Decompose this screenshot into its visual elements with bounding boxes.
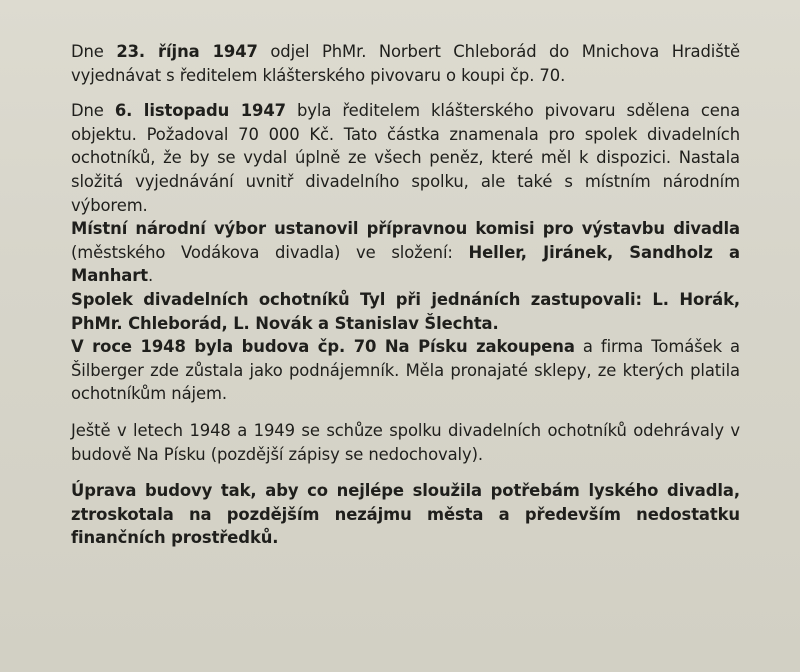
p2-date-bold: 6. listopadu 1947	[114, 101, 286, 121]
paragraph-2	[71, 99, 740, 217]
p1-text-2: odjel PhMr. Norbert Chleborád do Mnichova Hradiště vyjednávat s ředitelem klášterského pivovaru o koupi čp. 70.	[71, 42, 741, 85]
p3-bold-names: Heller, Jiránek, Sandholz a Manhart	[71, 242, 740, 286]
p5-text: a firma Tomášek a Šilberger zde zůstala jako podnájemník. Měla pronajaté sklepy, ze kterých platila ochotníkům nájem.	[71, 337, 740, 404]
paragraph-4	[71, 288, 740, 335]
p5-bold: V roce 1948 byla budova čp. 70 Na Písku zakoupena	[71, 337, 575, 357]
p3-bold-1: Místní národní výbor ustanovil přípravnou komisi pro výstavbu divadla	[71, 219, 740, 239]
p2-text-1: Dne	[71, 101, 115, 121]
p3-text-2: .	[148, 266, 154, 286]
p6-text: Ještě v letech 1948 a 1949 se schůze spolku divadelních ochotníků odehrávaly v budově Na Písku (pozdější zápisy se nedochovaly).	[71, 420, 740, 464]
p4-bold: Spolek divadelních ochotníků Tyl při jednáních zastupovali: L. Horák, PhMr. Chleborád, L. Novák a Stanislav Šlechta.	[71, 289, 740, 333]
paragraph-6	[71, 419, 740, 466]
p2-text-2: byla ředitelem klášterského pivovaru sdělena cena objektu. Požadoval 70 000 Kč. Tato částka znamenala pro spolek divadelních ochotníků, že by se vydal úplně ze všech peněz, které měl k dispozici. Nastala složitá vyjednávání uvnitř divadelního spolku, ale také s místním národním výborem.	[71, 101, 741, 215]
paragraph-3	[71, 217, 740, 288]
p1-text-1: Dne	[71, 42, 117, 61]
p3-text-1: (městského Vodákova divadla) ve složení:	[71, 242, 469, 262]
paragraph-5	[71, 335, 740, 406]
p7-bold: Úprava budovy tak, aby co nejlépe sloužila potřebám lyského divadla, ztroskotala na pozdějším nezájmu města a především nedostatku finančních prostředků.	[71, 481, 740, 548]
paragraph-7	[71, 479, 740, 550]
p1-date-bold: 23. října 1947	[116, 42, 258, 61]
paragraph-1	[71, 40, 740, 87]
